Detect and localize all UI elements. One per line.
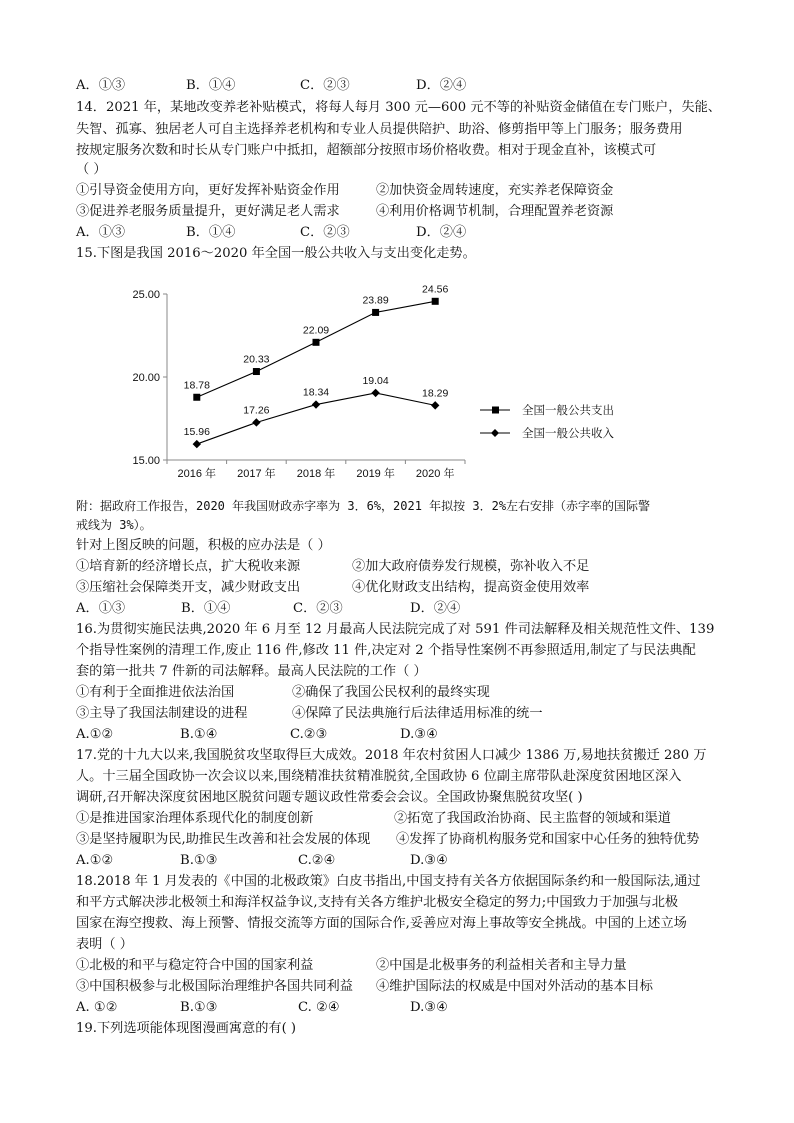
choice-3: ③主导了我国法制建设的进程 (76, 706, 248, 721)
choice-4: ④利用价格调节机制，合理配置养老资源 (376, 204, 614, 219)
option-d[interactable]: D.③④ (410, 1000, 448, 1015)
data-label: 19.04 (362, 374, 389, 387)
choice-1: ①培育新的经济增长点，扩大税收来源 (76, 559, 301, 574)
choice-1: ①北极的和平与稳定符合中国的国家利益 (76, 958, 314, 973)
series-1-point (193, 394, 200, 401)
option-a[interactable]: A. ①② (76, 1000, 118, 1015)
option-d[interactable]: D．②④ (416, 225, 467, 240)
q18-line-3: 国家在海空搜救、海上预警、情报交流等方面的国际合作,妥善应对海上事故等安全挑战。中国的上述立场 (76, 916, 687, 931)
option-c[interactable]: C.②③ (290, 727, 328, 742)
option-a[interactable]: A．①③ (76, 601, 126, 616)
option-a[interactable]: A.①② (76, 727, 114, 742)
choice-1: ①引导资金使用方向，更好发挥补贴资金作用 (76, 183, 340, 198)
choice-1: ①是推进国家治理体系现代化的制度创新 (76, 811, 314, 826)
choice-4: ④发挥了协商机构服务党和国家中心任务的独特优势 (396, 832, 700, 847)
chart-y-ticks (132, 289, 167, 467)
legend-label: 全国一般公共收入 (522, 428, 614, 440)
x-tick-label: 2019 年 (356, 468, 395, 480)
data-label: 20.33 (243, 353, 270, 366)
q14-line-2: 失智、孤寡、独居老人可自主选择养老机构和专业人员提供陪护、助浴、修剪指甲等上门服务；服务费用 (76, 122, 683, 137)
series-line-1 (197, 301, 435, 397)
option-b[interactable]: B．①④ (181, 601, 231, 616)
data-label: 23.89 (362, 294, 389, 307)
series-2-point (312, 400, 320, 408)
option-d[interactable]: D.③④ (400, 727, 438, 742)
option-a[interactable]: A.①② (76, 853, 114, 868)
q14-line-3: 按规定服务次数和时长从专门账户中抵扣，超额部分按照市场价格收费。相对于现金直补，该模式可 (76, 143, 657, 158)
choice-4: ④保障了民法典施行后法律适用标准的统一 (292, 706, 543, 721)
data-label: 18.29 (422, 387, 449, 400)
choice-2: ②加快资金周转速度，充实养老保障资金 (376, 183, 614, 198)
legend-label: 全国一般公共支出 (522, 405, 614, 417)
x-tick-label: 2016 年 (177, 468, 217, 480)
q15-intro: 15.下图是我国 2016～2020 年全国一般公共收入与支出变化走势。 (76, 246, 476, 261)
choice-3: ③中国积极参与北极国际治理维护各国共同利益 (76, 979, 353, 994)
q15-note-1: 附：据政府工作报告，2020 年我国财政赤字率为 3．6%，2021 年拟按 3．2%左右安排（赤字率的国际警 (76, 499, 651, 513)
series-2-point (193, 440, 201, 448)
data-label: 18.34 (302, 386, 330, 399)
legend-diamond-marker (491, 429, 499, 437)
option-b[interactable]: B．①④ (186, 78, 236, 93)
series-2-point (431, 401, 439, 409)
option-d[interactable]: D.③④ (410, 853, 448, 868)
series-2-point (371, 389, 379, 397)
data-label: 24.56 (422, 283, 449, 296)
choice-2: ②确保了我国公民权利的最终实现 (292, 685, 490, 700)
chart-axes (167, 294, 465, 460)
data-label: 17.26 (243, 404, 270, 417)
series-2-point (252, 418, 260, 426)
option-c[interactable]: C．②③ (300, 225, 350, 240)
q15-stem: 针对上图反映的问题，积极的应办法是（ ） (76, 538, 331, 553)
option-a[interactable]: A．①③ (76, 78, 126, 93)
choice-1: ①有利于全面推进依法治国 (76, 685, 235, 700)
option-c[interactable]: C．②③ (293, 601, 343, 616)
y-tick-label: 15.00 (132, 455, 160, 467)
option-b[interactable]: B．①④ (186, 225, 236, 240)
q19-stem: 19.下列选项能体现图漫画寓意的有( ) (76, 1021, 297, 1036)
choice-3: ③促进养老服务质量提升，更好满足老人需求 (76, 204, 340, 219)
choice-4: ④优化财政支出结构，提高资金使用效率 (352, 580, 590, 595)
q18-line-1: 18.2018 年 1 月发表的《中国的北极政策》白皮书指出,中国支持有关各方依据国际条约和一般国际法,通过 (76, 874, 701, 889)
x-tick-label: 2020 年 (415, 468, 455, 480)
legend-square-marker (492, 407, 499, 414)
series-1-point (372, 309, 379, 316)
q17-line-2: 人。十三届全国政协一次会议以来,围绕精准扶贫精准脱贫,全国政协 6 位副主席带队赴深度贫困地区深入 (76, 769, 682, 784)
option-d[interactable]: D．②④ (410, 601, 461, 616)
option-b[interactable]: B.①③ (180, 1000, 218, 1015)
option-d[interactable]: D．②④ (416, 78, 467, 93)
chart-series (184, 283, 449, 448)
choice-3: ③压缩社会保障类开支，减少财政支出 (76, 580, 301, 595)
data-label: 18.78 (183, 379, 210, 392)
x-tick-label: 2017 年 (237, 468, 276, 480)
q15-note-2: 戒线为 3%）。 (76, 518, 152, 532)
choice-2: ②拓宽了我国政治协商、民主监督的领域和渠道 (394, 811, 671, 826)
series-1-point (432, 298, 439, 305)
q14-line-1: 14．2021 年，某地改变养老补贴模式，将每人每月 300 元—600 元不等的补贴资金储值在专门账户，失能、 (76, 100, 721, 115)
option-b[interactable]: B.①③ (180, 853, 218, 868)
chart-legend (480, 403, 614, 440)
y-tick-label: 25.00 (132, 289, 160, 301)
data-label: 22.09 (302, 324, 330, 337)
option-c[interactable]: C．②③ (300, 78, 350, 93)
y-tick-label: 20.00 (132, 372, 160, 384)
q16-line-2: 个指导性案例的清理工作,废止 116 件,修改 11 件,决定对 2 个指导性案例不再参照适用,制定了与民法典配 (76, 643, 696, 658)
q18-line-2: 和平方式解决涉北极领土和海洋权益争议,支持有关各方维护北极安全稳定的努力;中国致力于加强与北极 (76, 895, 679, 910)
q17-line-3: 调研,召开解决深度贫困地区脱贫问题专题议政性常委会会议。全国政协聚焦脱贫攻坚( ) (76, 790, 583, 805)
choice-2: ②中国是北极事务的利益相关者和主导力量 (376, 958, 627, 973)
choice-3: ③是坚持履职为民,助推民生改善和社会发展的体现 (76, 832, 371, 847)
q15-line-chart (120, 280, 680, 495)
q14-line-4: （ ） (76, 162, 107, 177)
option-c[interactable]: C.②④ (298, 853, 336, 868)
series-1-point (253, 368, 260, 375)
chart-x-ticks (167, 460, 465, 480)
q18-line-4: 表明（ ） (76, 937, 133, 952)
option-b[interactable]: B.①④ (180, 727, 218, 742)
option-a[interactable]: A．①③ (76, 225, 126, 240)
q16-line-3: 套的第一批共 7 件新的司法解释。最高人民法院的工作（ ） (76, 664, 427, 679)
choice-2: ②加大政府债券发行规模，弥补收入不足 (352, 559, 590, 574)
option-c[interactable]: C. ②④ (298, 1000, 340, 1015)
series-1-point (313, 339, 320, 346)
x-tick-label: 2018 年 (296, 468, 336, 480)
choice-4: ④维护国际法的权威是中国对外活动的基本目标 (376, 979, 653, 994)
q17-line-1: 17.党的十九大以来,我国脱贫攻坚取得巨大成效。2018 年农村贫困人口减少 1386 万,易地扶贫搬迁 280 万 (76, 748, 707, 763)
data-label: 15.96 (183, 426, 210, 439)
q16-line-1: 16.为贯彻实施民法典,2020 年 6 月至 12 月最高人民法院完成了对 591 件司法解释及相关规范性文件、139 (76, 622, 715, 637)
